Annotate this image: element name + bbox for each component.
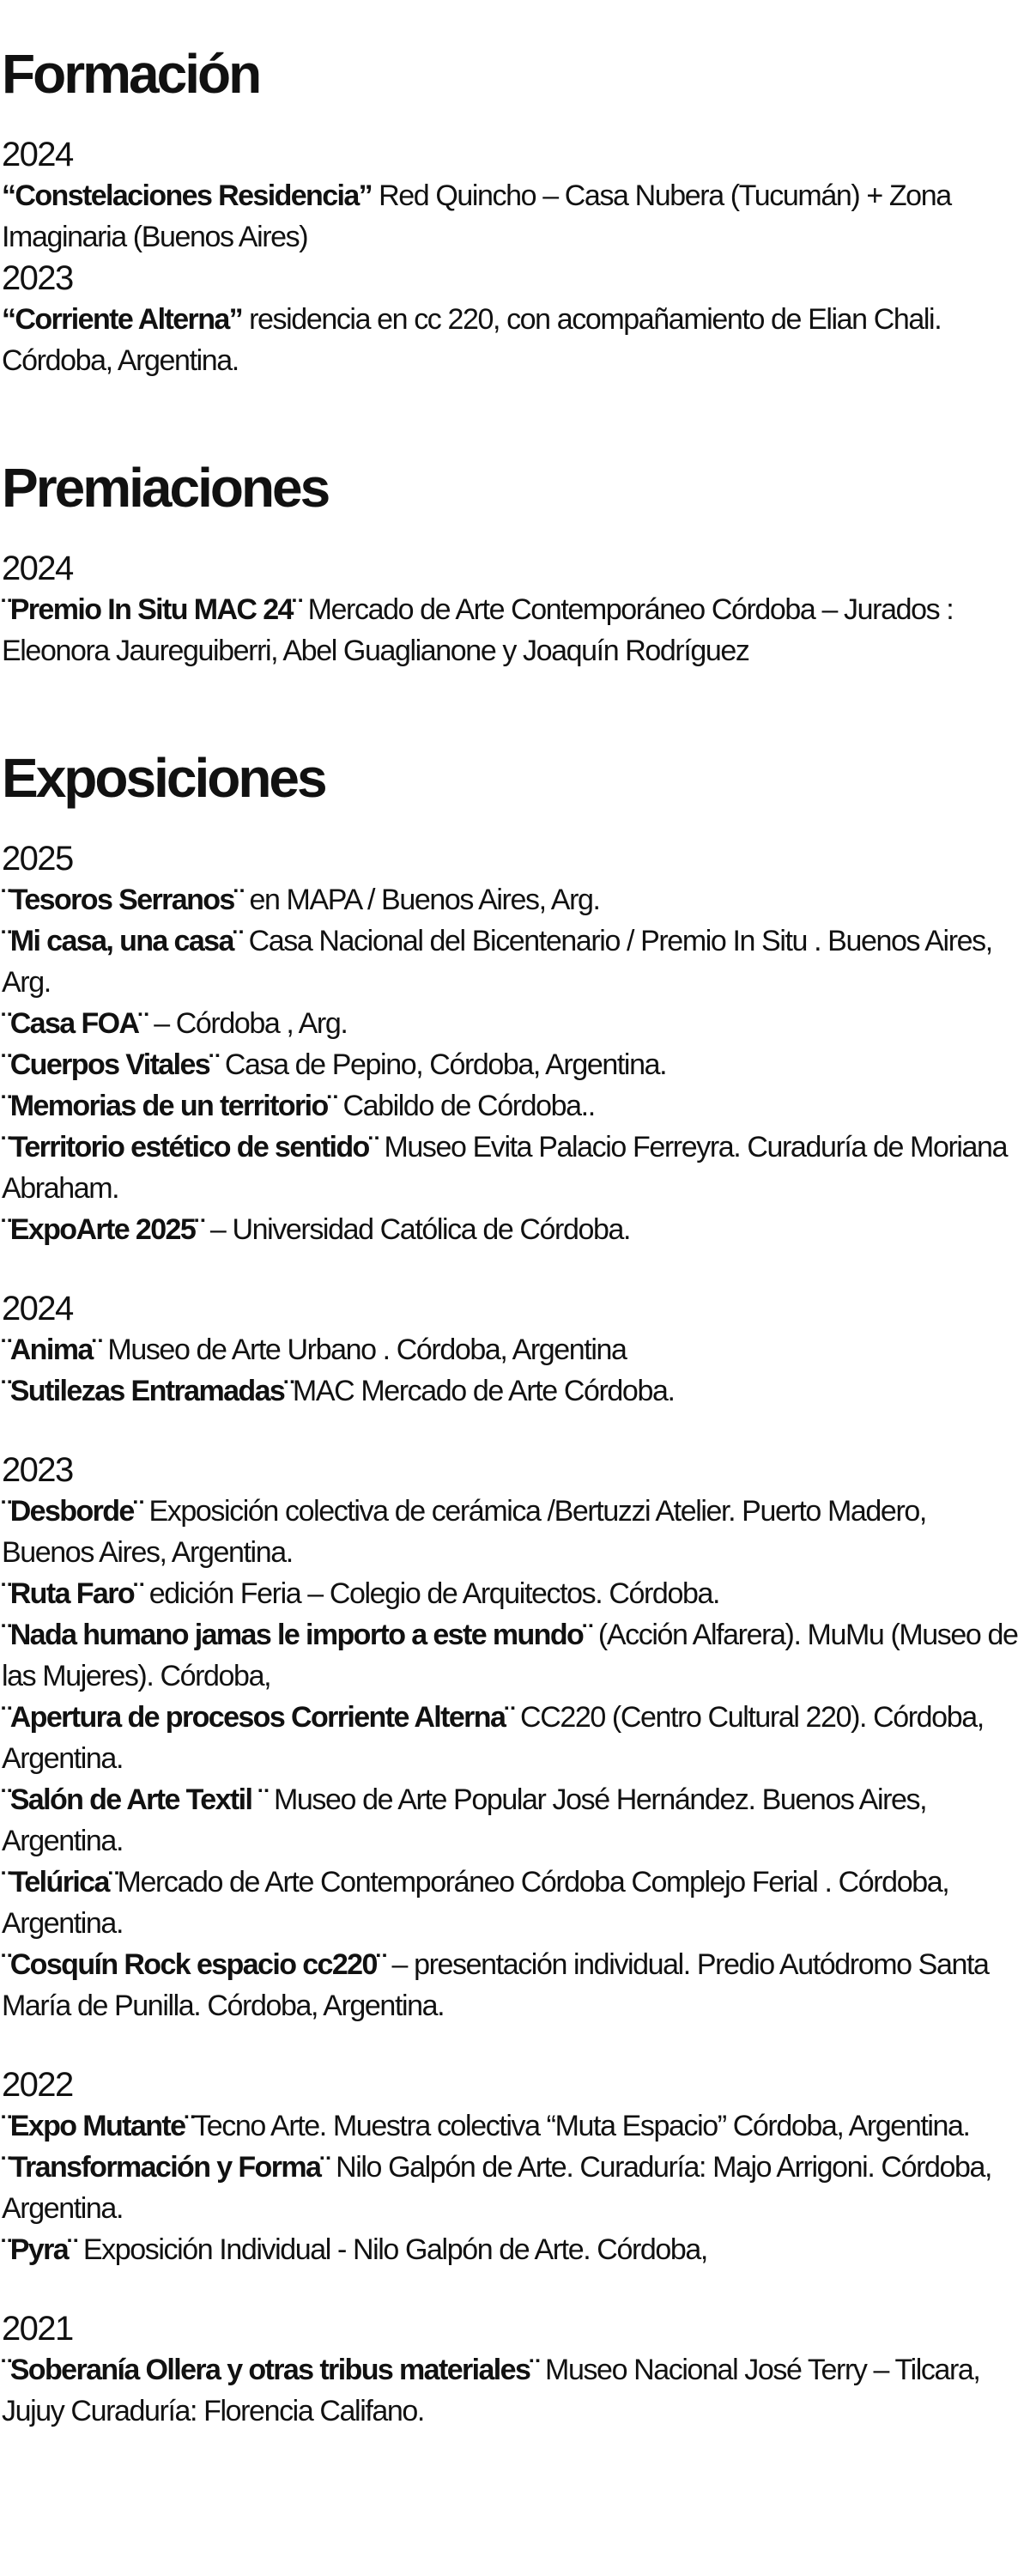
entry [2, 1127, 1021, 1209]
year-label: 2024 [2, 136, 73, 173]
year-group-2025 [2, 838, 1021, 1250]
entry-title: ¨Territorio estético de sentido¨ [2, 1131, 378, 1163]
entry [2, 589, 1021, 671]
entry-text: Museo de Arte Popular José Hernández. Buenos Aires, Argentina. [2, 1783, 927, 1857]
entry-text: Exposición Individual - Nilo Galpón de Arte. Córdoba, [76, 2233, 707, 2266]
entry-text: MAC Mercado de Arte Córdoba. [292, 1375, 675, 1407]
year-label: 2024 [2, 1290, 73, 1327]
entry [2, 1003, 1021, 1044]
entry [2, 920, 1021, 1003]
year-group-2022 [2, 2064, 1021, 2270]
year-label: 2024 [2, 550, 73, 587]
entry-text: (Acción Alfarera). MuMu (Museo de las Mujeres). Córdoba, [2, 1619, 1018, 1692]
year-group-2024 [2, 548, 1021, 671]
entry [2, 1085, 1021, 1127]
entry-text: – presentación individual. Predio Autódromo Santa María de Punilla. Córdoba, Argentina. [2, 1948, 989, 2022]
entry-title: ¨Casa FOA¨ [2, 1007, 148, 1040]
year-label: 2022 [2, 2066, 73, 2104]
entry-text: en MAPA / Buenos Aires, Arg. [242, 884, 600, 916]
premiaciones-title: Premiaciones [2, 457, 329, 519]
entry-title: ¨Memorias de un territorio¨ [2, 1090, 336, 1122]
year-label: 2021 [2, 2310, 73, 2348]
year-label: 2023 [2, 1451, 73, 1489]
year-group-2023 [2, 258, 1021, 381]
entry-text: CC220 (Centro Cultural 220). Córdoba, Argentina. [2, 1701, 984, 1775]
entry-title: ¨Sutilezas Entramadas¨ [2, 1375, 293, 1407]
entry-title: ¨Soberanía Ollera y otras tribus materiales¨ [2, 2354, 538, 2386]
entry-text: – Córdoba , Arg. [147, 1007, 348, 1040]
entry-text: Exposición colectiva de cerámica /Bertuzzi Atelier. Puerto Madero, Buenos Aires, Argentina. [2, 1495, 926, 1569]
entry [2, 1209, 1021, 1250]
year-group-2024 [2, 134, 1021, 258]
entry-text: Casa de Pepino, Córdoba, Argentina. [217, 1048, 667, 1081]
entry [2, 879, 1021, 920]
entry [2, 1573, 1021, 1614]
year-group-2023 [2, 1449, 1021, 2026]
entry-title: “Constelaciones Residencia” [2, 179, 373, 212]
year-group-2024 [2, 1288, 1021, 1412]
entry-text: Tecno Arte. Muestra colectiva “Muta Espacio” Córdoba, Argentina. [193, 2110, 970, 2142]
entry-title: ¨Salón de Arte Textil ¨ [2, 1783, 267, 1816]
entry-text: Red Quincho – Casa Nubera (Tucumán) + Zona Imaginaria (Buenos Aires) [2, 179, 951, 253]
entry-title: ¨Desborde¨ [2, 1495, 142, 1528]
entry-text: edición Feria – Colegio de Arquitectos. Córdoba. [142, 1577, 720, 1610]
entry [2, 1697, 1021, 1779]
entry-title: ¨Apertura de procesos Corriente Alterna¨ [2, 1701, 513, 1734]
entry-title: ¨Mi casa, una casa¨ [2, 925, 242, 957]
formacion-section [2, 39, 1021, 381]
entry-title: ¨ExpoArte 2025¨ [2, 1213, 203, 1246]
entry [2, 1044, 1021, 1085]
formacion-title: Formación [2, 43, 260, 105]
entry-title: ¨Nada humano jamas le importo a este mundo¨ [2, 1619, 591, 1651]
entry [2, 1862, 1021, 1944]
year-label: 2025 [2, 840, 73, 878]
entry-title: ¨Transformación y Forma¨ [2, 2151, 330, 2184]
entry [2, 1614, 1021, 1697]
entry-text: Cabildo de Córdoba.. [336, 1090, 595, 1122]
entry [2, 1370, 1021, 1412]
entry-title: “Corriente Alterna” [2, 303, 243, 336]
entry [2, 1491, 1021, 1573]
entry-text: – Universidad Católica de Córdoba. [203, 1213, 631, 1246]
premiaciones-section [2, 453, 1021, 671]
entry-title: ¨Cuerpos Vitales¨ [2, 1048, 218, 1081]
entry-text: Mercado de Arte Contemporáneo Córdoba Complejo Ferial . Córdoba, Argentina. [2, 1866, 949, 1940]
year-label: 2023 [2, 259, 73, 297]
entry [2, 1779, 1021, 1862]
exposiciones-title: Exposiciones [2, 747, 325, 809]
entry-title: ¨Cosquín Rock espacio cc220¨ [2, 1948, 385, 1981]
entry-text: residencia en cc 220, con acompañamiento de Elian Chali. Córdoba, Argentina. [2, 303, 942, 377]
entry [2, 175, 1021, 258]
entry [2, 2147, 1021, 2229]
entry-title: ¨Premio In Situ MAC 24¨ [2, 593, 301, 626]
entry [2, 299, 1021, 381]
entry [2, 1944, 1021, 2026]
entry-title: ¨Telúrica¨ [2, 1866, 118, 1899]
entry [2, 2105, 1021, 2147]
exposiciones-section [2, 744, 1021, 2432]
entry-text: Casa Nacional del Bicentenario / Premio In Situ . Buenos Aires, Arg. [2, 925, 992, 999]
entry-title: ¨Pyra¨ [2, 2233, 76, 2266]
entry-title: ¨Expo Mutante¨ [2, 2110, 194, 2142]
entry-title: ¨Ruta Faro¨ [2, 1577, 142, 1610]
entry [2, 2229, 1021, 2270]
entry-text: Museo Evita Palacio Ferreyra. Curaduría de Moriana Abraham. [2, 1131, 1008, 1205]
year-group-2021 [2, 2308, 1021, 2432]
entry-text: Nilo Galpón de Arte. Curaduría: Majo Arrigoni. Córdoba, Argentina. [2, 2151, 992, 2225]
entry [2, 2349, 1021, 2432]
entry-text: Museo Nacional José Terry – Tilcara, Jujuy Curaduría: Florencia Califano. [2, 2354, 980, 2427]
entry-text: Museo de Arte Urbano . Córdoba, Argentina [100, 1334, 627, 1366]
entry-text: Mercado de Arte Contemporáneo Córdoba – Jurados : Eleonora Jaureguiberri, Abel Guaglianone y Joaquín Rodríguez [2, 593, 954, 667]
entry [2, 1329, 1021, 1370]
entry-title: ¨Anima¨ [2, 1334, 101, 1366]
entry-title: ¨Tesoros Serranos¨ [2, 884, 243, 916]
